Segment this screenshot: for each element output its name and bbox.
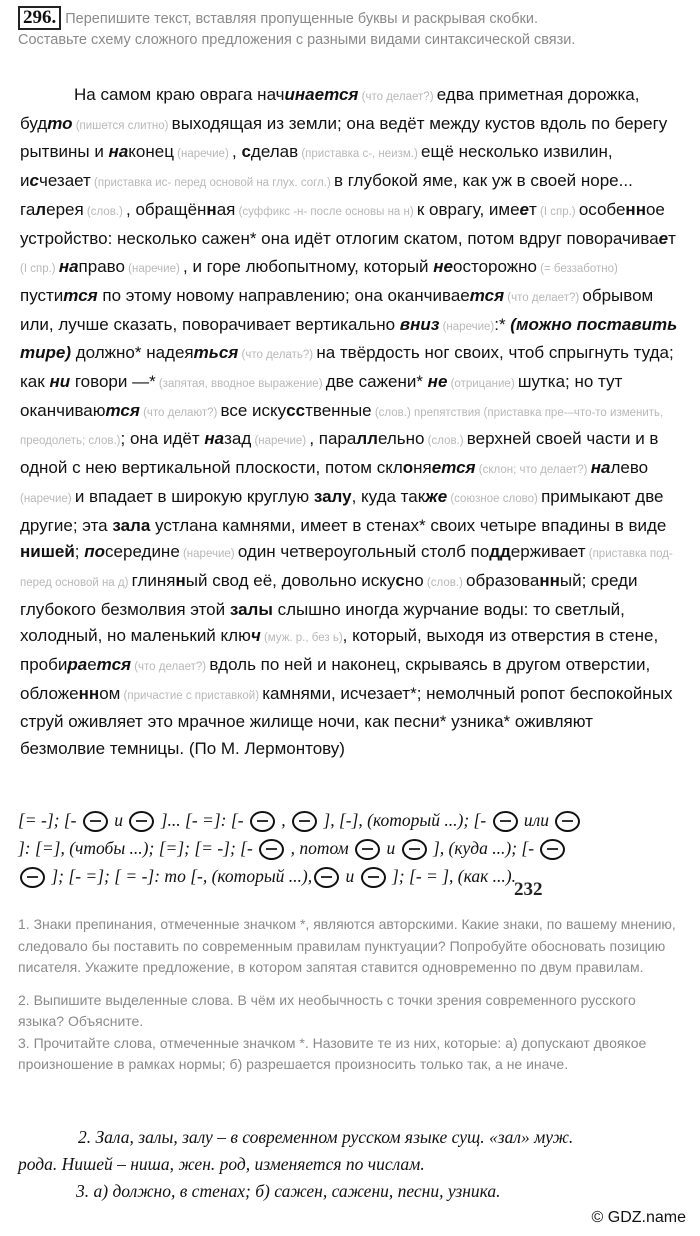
text-run: верхней своей части и в одной с нею вертикальной плоскости, потом скл: [20, 429, 659, 478]
highlighted-letters: залы: [229, 599, 273, 619]
grammar-note: (что делает?): [504, 291, 583, 304]
text-run: ерживает: [510, 542, 586, 562]
text-run: один четвероугольный столб по: [237, 542, 490, 562]
question-3: 3. Прочитайте слова, отмеченные значком *. Назовите те из них, которые: а) допускают двоякое произношение в рамках нормы; б) разрешается произносить только так, а не иначе.: [18, 1034, 647, 1072]
text-run: ещё несколько извилин, и: [20, 142, 613, 191]
text-run: особе: [578, 199, 626, 219]
grammar-note: (слов.): [423, 576, 467, 589]
grammar-note: (что делает?): [131, 661, 210, 674]
highlighted-letters: с: [241, 142, 251, 162]
text-run: , пара: [309, 429, 357, 449]
text-run: но: [404, 570, 424, 590]
highlighted-letters: ч: [250, 626, 261, 646]
highlighted-letters: не: [427, 372, 448, 392]
grammar-note: (наречие): [124, 263, 183, 276]
answers-block: [18, 1124, 688, 1205]
text-run: На самом краю оврага нач: [74, 85, 285, 104]
scheme-text: ]; [- =]; [ = -]: то [-, (который ...),: [47, 866, 313, 886]
text-run: ерея: [46, 199, 84, 219]
grammar-note: (= беззаботно): [536, 263, 618, 276]
highlighted-letters: с: [395, 570, 405, 590]
grammar-note: (I спр.): [20, 263, 59, 276]
highlighted-letters: л: [35, 199, 47, 219]
text-run: т: [529, 199, 537, 219]
highlighted-letters: то: [47, 113, 73, 133]
grammar-note: (слов.) препятствия (приставка пре-–что-то изменить, преодолеть; слов.): [20, 406, 664, 448]
text-run: примыкают две другие; эта: [20, 486, 664, 535]
grammar-note: (что делает?): [358, 91, 437, 103]
text-run: право: [78, 257, 125, 277]
predicate-circle-icon: [540, 839, 565, 860]
predicate-circle-icon: [20, 867, 45, 888]
answer-2-line-1: 2. Зала, залы, залу – в современном русском языке сущ. «зал» муж.: [78, 1127, 574, 1147]
highlighted-letters: вниз: [399, 314, 440, 334]
text-run: на твёрдость ног своих, чтоб спрыгнуть туда; как: [20, 343, 674, 392]
highlighted-letters: ни: [49, 372, 71, 392]
text-run: обрывом или, лучше сказать, поворачивает вертикально: [20, 285, 654, 334]
text-run: ельно: [377, 429, 425, 449]
text-run: и впадает в широкую круглую: [74, 486, 314, 506]
text-run: должно* надея: [71, 343, 194, 363]
scheme-line-1: [18, 806, 683, 834]
text-run: в глубокой яме, как уж в своей норе... га: [20, 171, 633, 219]
questions-block: [18, 914, 680, 1087]
highlighted-letters: ется: [431, 458, 476, 478]
grammar-note: (наречие): [251, 435, 310, 448]
highlighted-letters: с: [29, 171, 39, 191]
text-run: е: [87, 655, 97, 675]
answer-2-line-2: рода. Нишей – ниша, жен. род, изменяется по числам.: [18, 1154, 425, 1174]
text-run: камнями, исчезает*; немолчный ропот беспокойных струй оживляет это мрачное жилище ночи, как песни* узника* оживляют безмолвие темницы. (По М. Лермонтову): [20, 683, 673, 759]
scheme-text: и: [109, 810, 128, 830]
highlighted-letters: нн: [539, 570, 560, 590]
scheme-text: ,: [276, 810, 291, 830]
text-run: зад: [224, 429, 252, 449]
highlighted-letters: сс: [286, 400, 306, 420]
text-run: , куда так: [351, 486, 426, 506]
grammar-note: (муж. р., без ь): [260, 632, 343, 645]
exercise-number: 296.: [18, 6, 61, 30]
scheme-text: ]; [- = ], (как ...).: [387, 866, 516, 886]
text-run: , который, выходя из отверстия в стене, проби: [20, 626, 659, 675]
grammar-note: (причастие с приставкой): [120, 689, 263, 702]
text-run: вдоль по ней и наконец, скрываясь в другом отверстии, обложе: [20, 655, 651, 703]
grammar-note: (наречие): [173, 148, 232, 161]
text-run: , и горе любопытному, который: [183, 257, 434, 277]
grammar-note: (I спр.): [536, 205, 579, 218]
predicate-circle-icon: [314, 867, 339, 888]
highlighted-letters: ться: [193, 343, 239, 363]
scheme-text: , потом: [286, 838, 354, 858]
highlighted-letters: залу: [313, 486, 352, 506]
highlighted-letters: по: [84, 542, 106, 562]
highlighted-letters: н: [175, 570, 186, 590]
grammar-note: (что делать?): [238, 349, 317, 362]
exercise-header: [18, 6, 688, 50]
scheme-text: и: [341, 866, 359, 886]
grammar-note: (суффикс -н- после основы на н): [235, 205, 417, 218]
highlighted-letters: на: [108, 142, 129, 162]
text-run: ое устройство: несколько сажен* она идёт отлогим скатом, потом вдруг поворачива: [20, 199, 665, 248]
text-run: слышно иногда журчание воды: то светлый, холодный, но маленький клю: [20, 599, 625, 646]
grammar-note: (приставка ис- перед основой на глух. согл.): [90, 177, 334, 190]
text-run: конец: [128, 142, 174, 162]
highlighted-letters: е: [519, 199, 529, 219]
highlighted-letters: нишей: [20, 542, 75, 562]
grammar-note: (союзное слово): [447, 492, 542, 505]
grammar-note: (слов.): [424, 435, 467, 448]
highlighted-letters: е: [658, 228, 669, 248]
answer-3: 3. а) должно, в стенах; б) сажен, сажени, песни, узника.: [76, 1181, 501, 1201]
scheme-text: ], [-], (который ...); [-: [319, 810, 491, 830]
text-run: пусти: [20, 285, 64, 305]
text-run: осторожно: [453, 257, 537, 277]
text-run: ; она идёт: [120, 429, 205, 449]
predicate-circle-icon: [355, 839, 380, 860]
text-run: едва приметная дорожка, буд: [20, 85, 640, 133]
highlighted-letters: нн: [78, 683, 100, 703]
instruction-line-2: Составьте схему сложного предложения с разными видами синтаксической связи.: [18, 32, 576, 48]
question-2: 2. Выпишите выделенные слова. В чём их необычность с точки зрения современного русского языка? Объясните.: [18, 991, 636, 1029]
text-run: по этому новому направлению; она оканчивае: [97, 285, 470, 305]
text-run: чезает: [38, 171, 91, 191]
highlighted-letters: ра: [67, 655, 88, 675]
grammar-note: (отрицание): [447, 378, 518, 391]
text-run: делав: [250, 142, 299, 162]
text-run: шутка; но тут оканчиваю: [20, 372, 623, 420]
highlighted-letters: о: [402, 458, 414, 478]
highlighted-letters: тся: [96, 655, 132, 675]
highlighted-letters: не: [433, 257, 454, 277]
highlighted-letters: на: [204, 429, 225, 449]
text-run: к оврагу, име: [416, 199, 520, 219]
highlighted-letters: нн: [625, 199, 646, 219]
highlighted-letters: тся: [105, 400, 140, 420]
text-run: лево: [610, 458, 649, 478]
grammar-note: (наречие): [439, 320, 495, 333]
text-run: :*: [494, 314, 511, 334]
highlighted-letters: инается: [284, 85, 359, 104]
text-run: выходящая из земли; она ведёт между кустов вдоль по берегу рытвины и: [20, 113, 668, 162]
question-1: 1. Знаки препинания, отмеченные значком *, являются авторскими. Какие знаки, по вашему мнению, следовало бы поставить по современным правилам пунктуации? Попробуйте обосновать позицию писателя. Укажите предложение, в котором запятая ставится одновременно по двум правилам.: [18, 916, 676, 975]
text-run: ,: [231, 142, 242, 162]
grammar-note: (что делают?): [139, 406, 221, 419]
highlighted-letters: на: [590, 458, 611, 478]
sentence-scheme: [18, 806, 683, 890]
highlighted-letters: н: [206, 199, 217, 219]
instruction-line-1: Перепишите текст, вставляя пропущенные буквы и раскрывая скобки.: [65, 11, 539, 27]
highlighted-letters: на: [58, 257, 79, 277]
predicate-circle-icon: [555, 811, 580, 832]
highlighted-letters: тся: [469, 285, 505, 305]
site-watermark: © GDZ.name: [591, 1209, 686, 1226]
text-run: образова: [466, 570, 540, 590]
exercise-text: [20, 82, 680, 763]
grammar-note: (наречие): [179, 548, 238, 561]
predicate-circle-icon: [292, 811, 317, 832]
scheme-line-3: [18, 862, 683, 890]
predicate-circle-icon: [129, 811, 154, 832]
predicate-circle-icon: [493, 811, 518, 832]
grammar-note: (запятая, вводное выражение): [155, 378, 326, 391]
highlighted-letters: лл: [356, 429, 378, 449]
text-run: ая: [216, 199, 236, 219]
text-run: середине: [105, 542, 180, 562]
text-run: две сажени*: [325, 372, 428, 392]
highlighted-letters: же: [425, 486, 448, 506]
scheme-text: и: [382, 838, 400, 858]
scheme-text: ]... [- =]: [-: [156, 810, 248, 830]
predicate-circle-icon: [83, 811, 108, 832]
highlighted-letters: дд: [489, 542, 511, 562]
text-run: говори —*: [70, 372, 156, 392]
highlighted-letters: зала: [112, 515, 151, 535]
text-run: ня: [413, 458, 432, 478]
text-run: ;: [74, 542, 85, 562]
grammar-note: (наречие): [20, 492, 75, 505]
text-run: твенные: [305, 400, 372, 420]
text-run: т: [668, 228, 676, 248]
grammar-note: (пишется слитно): [72, 119, 172, 132]
scheme-text: ]: [=], (чтобы ...); [=]; [= -]; [-: [18, 838, 258, 858]
highlighted-letters: (можно поставить тире): [20, 314, 678, 363]
page-number: 232: [514, 879, 543, 900]
scheme-text: ], (куда ...); [-: [428, 838, 539, 858]
predicate-circle-icon: [361, 867, 386, 888]
predicate-circle-icon: [402, 839, 427, 860]
scheme-text: или: [519, 810, 554, 830]
grammar-note: (приставка под- перед основой на д): [20, 548, 673, 589]
text-run: , обращён: [126, 199, 207, 219]
text-run: устлана камнями, имеет в стенах* своих четыре впадины в виде: [150, 515, 667, 535]
scheme-text: [= -]; [-: [18, 810, 81, 830]
grammar-note: (приставка с-, неизм.): [298, 148, 422, 161]
text-run: ый; среди глубокого безмолвия этой: [20, 570, 638, 619]
highlighted-letters: тся: [63, 285, 98, 305]
text-run: все иску: [220, 400, 287, 420]
grammar-note: (слов.): [83, 205, 127, 218]
predicate-circle-icon: [250, 811, 275, 832]
text-run: глиня: [131, 570, 176, 590]
scheme-line-2: [18, 834, 683, 862]
text-run: ый свод её, довольно иску: [185, 570, 396, 590]
grammar-note: (склон; что делает?): [475, 464, 591, 477]
text-run: ом: [99, 683, 121, 703]
predicate-circle-icon: [259, 839, 284, 860]
